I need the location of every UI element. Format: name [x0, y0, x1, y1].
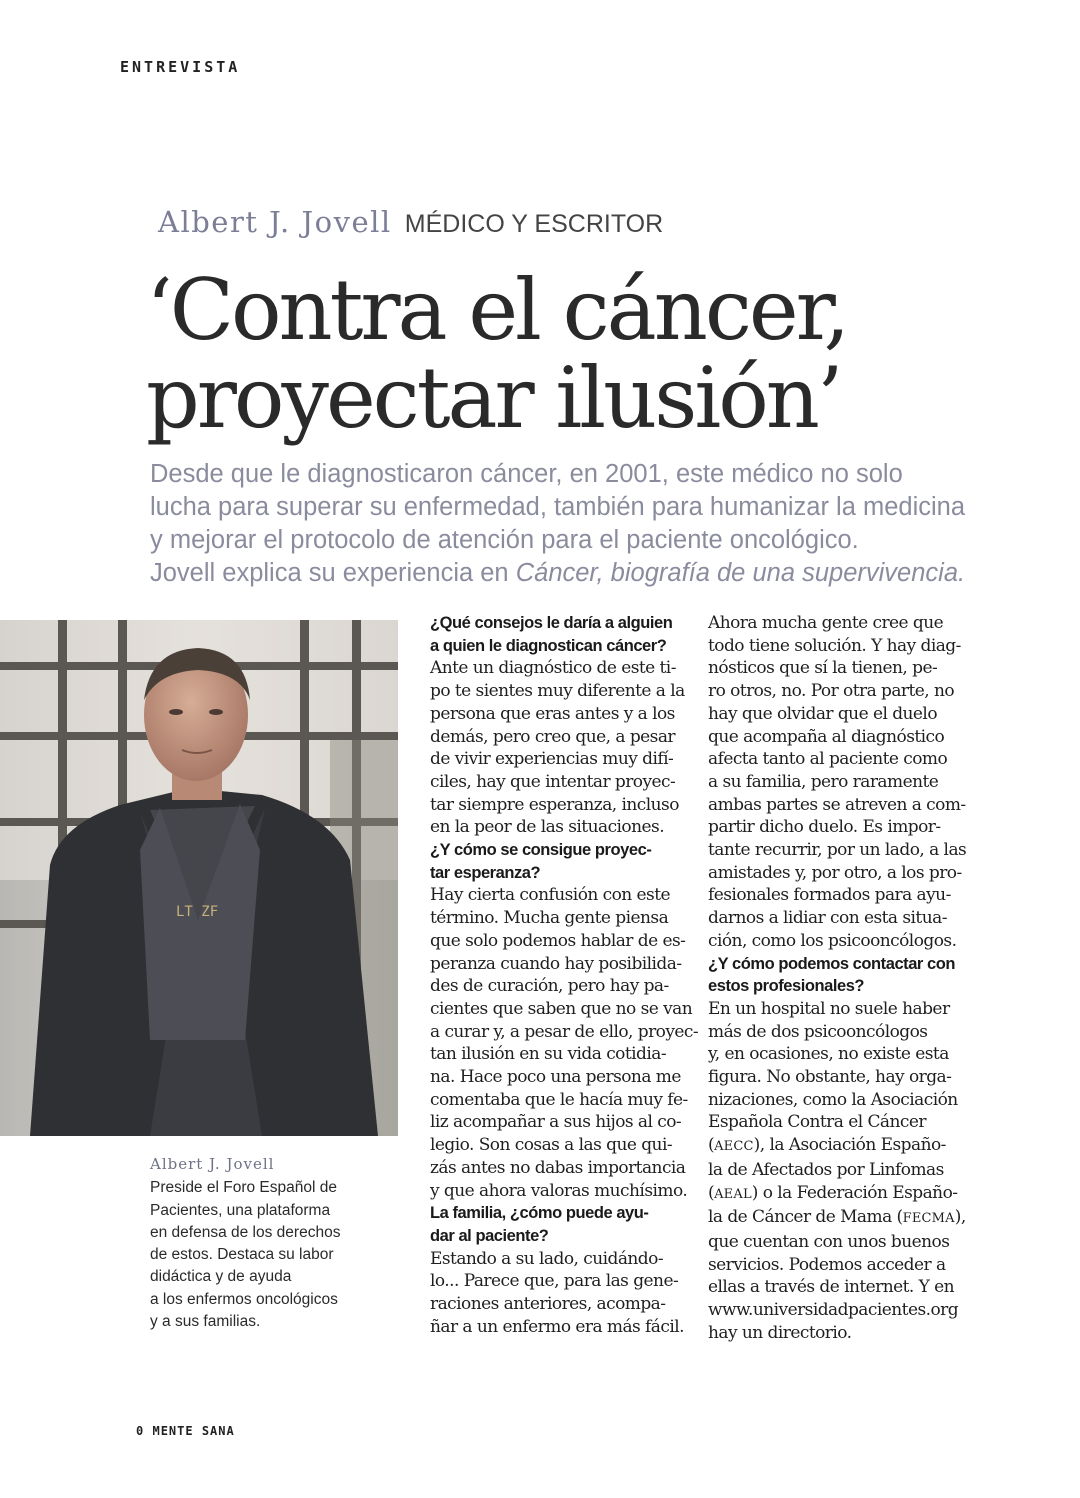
- portrait-photo: [0, 620, 398, 1136]
- answer-line: Española Contra el Cáncer: [708, 1112, 926, 1133]
- caption-line: a los enfermos oncológicos: [150, 1290, 338, 1308]
- answer-line: Ahora mucha gente cree que: [708, 613, 944, 633]
- answer-line: Hay cierta confusión con este: [430, 885, 671, 906]
- byline: [158, 205, 663, 239]
- answer-line: En un hospital no suele haber: [708, 998, 950, 1019]
- page-number: 0: [136, 1424, 145, 1438]
- portrait-illustration: [0, 620, 398, 1136]
- headline-line: proyectar ilusión’: [146, 349, 841, 447]
- answer-line: na. Hace poco una persona me: [430, 1067, 681, 1088]
- answer-line: amistades y, por otro, a los pro-: [708, 862, 962, 883]
- answer-line: ro otros, no. Por otra parte, no: [708, 681, 955, 702]
- caption-line: en defensa de los derechos: [150, 1223, 341, 1241]
- answer-line: y que ahora valoras muchísimo.: [430, 1180, 688, 1201]
- answer-line: a curar y, a pesar de ello, proyec-: [430, 1021, 699, 1042]
- question-line: ¿Qué consejos le daría a alguien: [430, 614, 673, 632]
- acronym-aecc: AECC: [714, 1139, 754, 1155]
- answer-line: tante recurrir, por un lado, a las: [708, 840, 967, 861]
- answer-line: (AEAL) o la Federación Españo-: [708, 1182, 958, 1203]
- answer-line: más de dos psicooncólogos: [708, 1021, 928, 1042]
- answer-line: zás antes no dabas importancia: [430, 1157, 686, 1178]
- question-line: ¿Y cómo se consigue proyec-: [430, 841, 652, 860]
- headline-line: ‘Contra el cáncer,: [146, 261, 848, 359]
- answer-line: término. Mucha gente piensa: [430, 908, 669, 929]
- answer-line: hay que olvidar que el duelo: [708, 703, 938, 724]
- caption-line: Preside el Foro Español de: [150, 1179, 337, 1197]
- answer-line: ñar a un enfermo era más fácil.: [430, 1316, 684, 1337]
- question-line: ¿Y cómo podemos contactar con: [708, 954, 956, 973]
- question-line: a quien le diagnostican cáncer?: [430, 636, 667, 655]
- answer-line: peranza cuando hay posibilida-: [430, 953, 682, 974]
- page-folio: [136, 1424, 235, 1438]
- answer-line: figura. No obstante, hay orga-: [708, 1067, 952, 1088]
- answer-line: [708, 1206, 966, 1231]
- lead-line: [150, 557, 1010, 590]
- answer-line: ambas partes se atreven a com-: [708, 794, 966, 815]
- lead-line: Desde que le diagnosticaron cáncer, en 2001, este médico no solo: [150, 460, 903, 488]
- interviewee-role: MÉDICO Y ESCRITOR: [404, 210, 664, 238]
- magazine-name: MENTE SANA: [152, 1424, 235, 1438]
- answer-line: la de Afectados por Linfomas: [708, 1159, 944, 1180]
- section-label: ENTREVISTA: [120, 58, 241, 76]
- answer-line: fesionales formados para ayu-: [708, 885, 951, 906]
- answer-line: raciones anteriores, acompa-: [430, 1294, 666, 1315]
- answer-line: Ante un diagnóstico de este ti-: [430, 658, 676, 679]
- answer-line: en la peor de las situaciones.: [430, 817, 665, 838]
- answer-line: ellas a través de internet. Y en: [708, 1277, 955, 1298]
- answer-line: a su familia, pero raramente: [708, 771, 939, 792]
- question-line: tar esperanza?: [430, 863, 541, 882]
- answer-line: de vivir experiencias muy difí-: [430, 749, 674, 770]
- lead-paragraph: [150, 458, 1010, 590]
- answer-line: ción, como los psicooncólogos.: [708, 930, 957, 951]
- answer-text: ),: [954, 1207, 966, 1228]
- photo-caption: [150, 1153, 350, 1333]
- shirt-text: LT ZF: [176, 904, 219, 920]
- answer-line: comentaba que le hacía muy fe-: [430, 1089, 688, 1110]
- answer-line: tan ilusión en su vida cotidia-: [430, 1044, 667, 1065]
- article-column-2: [708, 612, 967, 1345]
- caption-line: Pacientes, una plataforma: [150, 1201, 331, 1219]
- answer-line: que acompaña al diagnóstico: [708, 726, 945, 747]
- answer-line: des de curación, pero hay pa-: [430, 976, 669, 997]
- answer-line: partir dicho duelo. Es impor-: [708, 817, 941, 838]
- answer-line: liz acompañar a sus hijos al co-: [430, 1112, 682, 1133]
- answer-line: cientes que saben que no se van: [430, 998, 693, 1019]
- answer-line: nósticos que sí la tienen, pe-: [708, 658, 938, 679]
- article-column-1: [430, 612, 699, 1339]
- answer-line: que cuentan con unos buenos: [708, 1231, 950, 1252]
- headline: [146, 261, 848, 447]
- question-line: dar al paciente?: [430, 1226, 549, 1245]
- caption-line: didáctica y de ayuda: [150, 1268, 292, 1286]
- answer-text: la de Cáncer de Mama (: [708, 1207, 903, 1228]
- answer-line: servicios. Podemos acceder a: [708, 1254, 946, 1275]
- answer-line: ciles, hay que intentar proyec-: [430, 771, 676, 792]
- answer-line: que solo podemos hablar de es-: [430, 930, 686, 951]
- answer-line: persona que eras antes y a los: [430, 703, 675, 724]
- answer-line: hay un directorio.: [708, 1322, 852, 1343]
- lead-line: lucha para superar su enfermedad, también para humanizar la medicina: [150, 493, 966, 521]
- answer-line: po te sientes muy diferente a la: [430, 681, 685, 702]
- question-line: estos profesionales?: [708, 977, 865, 996]
- lead-line: y mejorar el protocolo de atención para el paciente oncológico.: [150, 526, 859, 554]
- interviewee-name: Albert J. Jovell: [158, 205, 392, 239]
- question-line: La familia, ¿cómo puede ayu-: [430, 1204, 649, 1223]
- answer-line: Estando a su lado, cuidándo-: [430, 1248, 664, 1269]
- caption-line: de estos. Destaca su labor: [150, 1246, 334, 1264]
- answer-line: darnos a lidiar con esta situa-: [708, 908, 947, 929]
- answer-line: lo... Parece que, para las gene-: [430, 1271, 679, 1292]
- answer-text: ) o la Federación Españo-: [751, 1182, 958, 1203]
- caption-line: y a sus familias.: [150, 1313, 261, 1331]
- answer-line: legio. Son cosas a las que qui-: [430, 1135, 673, 1156]
- answer-line: demás, pero creo que, a pesar: [430, 726, 676, 747]
- book-title: Cáncer, biografía de una supervivencia.: [515, 559, 966, 587]
- lead-text: Jovell explica su experiencia en: [150, 559, 516, 587]
- answer-line: y, en ocasiones, no existe esta: [708, 1044, 949, 1065]
- answer-line: todo tiene solución. Y hay diag-: [708, 635, 961, 656]
- answer-line: afecta tanto al paciente como: [708, 749, 948, 770]
- answer-text: ), la Asociación Españo-: [753, 1135, 946, 1156]
- answer-line: nizaciones, como la Asociación: [708, 1089, 958, 1110]
- answer-line: tar siempre esperanza, incluso: [430, 794, 679, 815]
- acronym-fecma: FECMA: [902, 1211, 955, 1227]
- acronym-aeal: AEAL: [714, 1186, 752, 1202]
- answer-line: (AECC), la Asociación Españo-: [708, 1135, 946, 1156]
- caption-name: Albert J. Jovell: [150, 1155, 275, 1173]
- website-link-text: www.universidadpacientes.org: [708, 1300, 959, 1321]
